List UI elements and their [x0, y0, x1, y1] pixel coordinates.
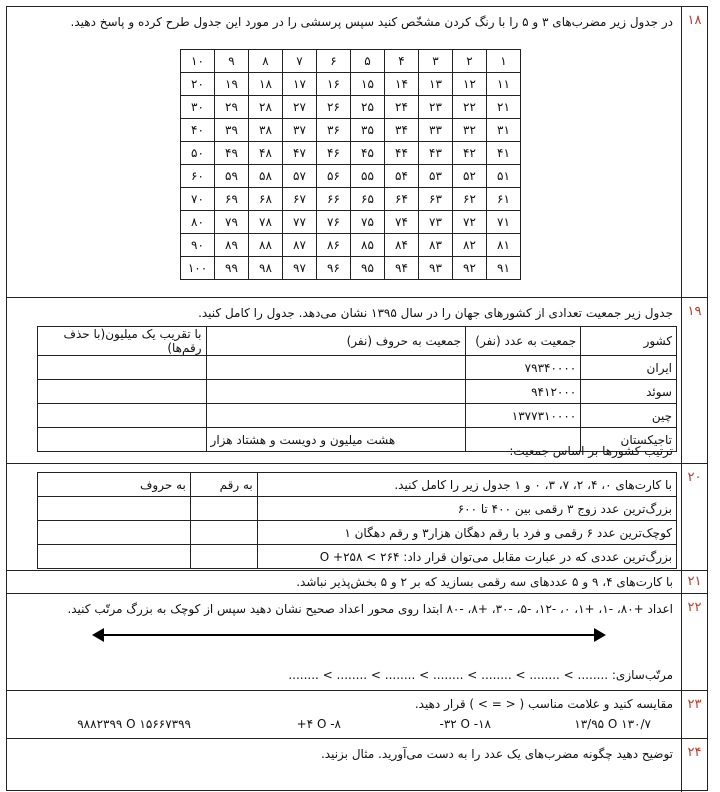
grid-cell[interactable]: ۶۱: [487, 188, 521, 211]
answer-words-cell[interactable]: [38, 497, 191, 521]
question-20: [7, 464, 707, 571]
ordering-prompt: ترتیب کشورها بر اساس جمعیت:: [509, 444, 673, 458]
table-cell: تاجیکستان: [581, 428, 677, 452]
table-cell: ایران: [581, 356, 677, 380]
table-header: به رقم: [190, 473, 257, 497]
table-cell: ۹۴۱۲۰۰۰: [466, 380, 581, 404]
grid-cell[interactable]: ۹۱: [487, 257, 521, 280]
grid-cell[interactable]: ۶۲: [453, 188, 487, 211]
grid-cell[interactable]: ۸۱: [487, 234, 521, 257]
grid-cell[interactable]: ۴۹: [215, 142, 249, 165]
table-row: [38, 521, 677, 545]
table-header-row: [38, 473, 677, 497]
grid-cell[interactable]: ۴: [385, 50, 419, 73]
grid-cell[interactable]: ۹۲: [453, 257, 487, 280]
number-grid: [180, 49, 521, 280]
question-text: مقایسه کنید و علامت مناسب ( < = > ) قرار دهید.: [414, 697, 673, 711]
grid-cell[interactable]: ۲۷: [283, 96, 317, 119]
grid-cell[interactable]: ۸۰: [181, 211, 215, 234]
exam-sheet: [6, 6, 708, 791]
grid-cell[interactable]: ۶۸: [249, 188, 283, 211]
table-cell: سوئد: [581, 380, 677, 404]
cards-table: [37, 472, 677, 569]
grid-row: [181, 234, 521, 257]
row-label: بزرگ‌ترین عدد زوج ۳ رقمی بین ۴۰۰ تا ۶۰۰: [257, 497, 676, 521]
grid-cell[interactable]: ۷۰: [181, 188, 215, 211]
grid-cell[interactable]: ۵۹: [215, 165, 249, 188]
comparison-item: -۳۲ O -۱۸: [439, 717, 491, 731]
table-header: با تقریب یک میلیون(با حذف رقم‌ها): [38, 327, 207, 356]
grid-row: [181, 257, 521, 280]
grid-cell[interactable]: ۹۹: [215, 257, 249, 280]
question-number: ۲۳: [681, 691, 707, 738]
question-text: در جدول زیر مضرب‌های ۳ و ۵ را با رنگ کردن مشخّص کنید سپس پرسشی را در مورد این جدول طرح کرده و پاسخ دهید.: [70, 15, 673, 29]
grid-cell[interactable]: ۶۴: [385, 188, 419, 211]
grid-cell[interactable]: ۵۳: [419, 165, 453, 188]
table-header: با کارت‌های ۰، ۴، ۲، ۷، ۳، ۰ و ۱ جدول زیر را کامل کنید.: [257, 473, 676, 497]
grid-cell[interactable]: ۳۱: [487, 119, 521, 142]
grid-cell[interactable]: ۱۰: [181, 50, 215, 73]
table-row: [38, 356, 677, 380]
answer-number-cell[interactable]: [190, 497, 257, 521]
grid-cell[interactable]: ۷۳: [419, 211, 453, 234]
grid-cell[interactable]: ۸۶: [317, 234, 351, 257]
grid-cell[interactable]: ۴۷: [283, 142, 317, 165]
population-table: [37, 326, 677, 452]
grid-cell[interactable]: ۵۸: [249, 165, 283, 188]
grid-cell[interactable]: ۴۴: [385, 142, 419, 165]
answer-number-cell[interactable]: [190, 521, 257, 545]
grid-cell[interactable]: ۲: [453, 50, 487, 73]
grid-row: [181, 119, 521, 142]
table-cell: ۱۳۷۷۳۱۰۰۰۰: [466, 404, 581, 428]
grid-cell[interactable]: ۸۲: [453, 234, 487, 257]
grid-cell[interactable]: ۱۱: [487, 73, 521, 96]
grid-cell[interactable]: ۴۱: [487, 142, 521, 165]
question-23: [7, 691, 707, 739]
grid-cell[interactable]: ۲۳: [419, 96, 453, 119]
grid-cell[interactable]: ۲۰: [181, 73, 215, 96]
grid-cell[interactable]: ۶۷: [283, 188, 317, 211]
question-number: ۲۴: [681, 739, 707, 792]
grid-cell[interactable]: ۷۸: [249, 211, 283, 234]
grid-cell[interactable]: ۷۵: [351, 211, 385, 234]
grid-cell[interactable]: ۵: [351, 50, 385, 73]
grid-cell[interactable]: ۱۴: [385, 73, 419, 96]
grid-cell[interactable]: ۳۷: [283, 119, 317, 142]
grid-cell[interactable]: ۵۷: [283, 165, 317, 188]
table-row: [38, 404, 677, 428]
grid-cell[interactable]: ۹: [215, 50, 249, 73]
table-row: [38, 545, 677, 569]
grid-cell[interactable]: ۶: [317, 50, 351, 73]
question-19: [7, 298, 707, 464]
table-cell: ۷۹۳۴۰۰۰۰: [466, 356, 581, 380]
grid-cell[interactable]: ۲۸: [249, 96, 283, 119]
grid-row: [181, 73, 521, 96]
grid-cell[interactable]: ۲۶: [317, 96, 351, 119]
table-cell[interactable]: [38, 356, 207, 380]
grid-cell[interactable]: ۸۴: [385, 234, 419, 257]
table-header: جمعیت به عدد (نفر): [466, 327, 581, 356]
grid-cell[interactable]: ۱۶: [317, 73, 351, 96]
grid-cell[interactable]: ۳۴: [385, 119, 419, 142]
table-cell[interactable]: [206, 404, 466, 428]
grid-cell[interactable]: ۷۹: [215, 211, 249, 234]
grid-cell[interactable]: ۷۲: [453, 211, 487, 234]
grid-cell[interactable]: ۲۱: [487, 96, 521, 119]
question-number: ۲۰: [681, 464, 707, 570]
ordering-blanks: مرتّب‌سازی: ........ > ........ > ........ > ........ > ........ > ........ > ........: [288, 668, 673, 682]
grid-cell[interactable]: ۱۷: [283, 73, 317, 96]
number-line: [97, 634, 601, 636]
grid-cell[interactable]: ۸۳: [419, 234, 453, 257]
table-cell[interactable]: [206, 356, 466, 380]
answer-words-cell[interactable]: [38, 545, 191, 569]
grid-cell[interactable]: ۵۲: [453, 165, 487, 188]
grid-cell[interactable]: ۱۳: [419, 73, 453, 96]
grid-cell[interactable]: ۷: [283, 50, 317, 73]
grid-cell[interactable]: ۶۵: [351, 188, 385, 211]
question-number: ۲۲: [681, 594, 707, 690]
question-text: اعداد +۸۰، -۱، +۱، ۰، -۱۲، -۵، -۳۰، +۸، -۸۰ ابتدا روی محور اعداد صحیح نشان دهید سپس از کوچک به بزرگ مرتّب کنید.: [67, 602, 673, 616]
grid-cell[interactable]: ۵۴: [385, 165, 419, 188]
comparison-item: ۹۸۸۲۳۹۹ O ۱۵۶۶۷۳۹۹: [77, 717, 191, 731]
grid-cell[interactable]: ۹۴: [385, 257, 419, 280]
grid-cell[interactable]: ۸۸: [249, 234, 283, 257]
row-label: کوچک‌ترین عدد ۶ رقمی و فرد با رقم دهگان هزار۳ و رقم دهگان ۱: [257, 521, 676, 545]
grid-row: [181, 50, 521, 73]
question-22: [7, 594, 707, 691]
grid-cell[interactable]: ۹۷: [283, 257, 317, 280]
grid-cell[interactable]: ۵۶: [317, 165, 351, 188]
grid-cell[interactable]: ۷۷: [283, 211, 317, 234]
question-21: [7, 571, 707, 594]
question-18: [7, 7, 707, 298]
answer-number-cell[interactable]: [190, 545, 257, 569]
question-number: ۱۸: [681, 7, 707, 297]
grid-cell[interactable]: ۸۷: [283, 234, 317, 257]
table-cell: هشت میلیون و دویست و هشتاد هزار: [206, 428, 466, 452]
grid-cell[interactable]: ۱۲: [453, 73, 487, 96]
question-text: توضیح دهید چگونه مضرب‌های یک عدد را به دست می‌آورید. مثال بزنید.: [320, 747, 673, 761]
grid-cell[interactable]: ۱۰۰: [181, 257, 215, 280]
grid-cell[interactable]: ۶۶: [317, 188, 351, 211]
grid-cell[interactable]: ۴۳: [419, 142, 453, 165]
question-number: ۲۱: [681, 571, 707, 593]
grid-cell[interactable]: ۳۳: [419, 119, 453, 142]
grid-row: [181, 188, 521, 211]
grid-cell[interactable]: ۳۲: [453, 119, 487, 142]
comparison-item: ۱۳/۹۵ O ۱۳۰/۷: [574, 717, 651, 731]
question-24: [7, 739, 707, 792]
table-cell[interactable]: [38, 380, 207, 404]
grid-row: [181, 142, 521, 165]
grid-cell[interactable]: ۴۸: [249, 142, 283, 165]
grid-cell[interactable]: ۳۸: [249, 119, 283, 142]
grid-cell[interactable]: ۹۰: [181, 234, 215, 257]
answer-words-cell[interactable]: [38, 521, 191, 545]
grid-cell[interactable]: ۴۰: [181, 119, 215, 142]
grid-cell[interactable]: ۱۵: [351, 73, 385, 96]
grid-cell[interactable]: ۵۰: [181, 142, 215, 165]
question-text: جدول زیر جمعیت تعدادی از کشورهای جهان را در سال ۱۳۹۵ نشان می‌دهد. جدول را کامل کنید.: [198, 306, 673, 320]
grid-cell[interactable]: ۹۸: [249, 257, 283, 280]
grid-row: [181, 96, 521, 119]
grid-cell[interactable]: ۶۳: [419, 188, 453, 211]
table-header: به حروف: [38, 473, 191, 497]
grid-cell[interactable]: ۸۹: [215, 234, 249, 257]
grid-cell[interactable]: ۷۱: [487, 211, 521, 234]
table-cell: چین: [581, 404, 677, 428]
table-row: [38, 380, 677, 404]
grid-cell[interactable]: ۷۶: [317, 211, 351, 234]
grid-cell[interactable]: ۶۰: [181, 165, 215, 188]
grid-cell[interactable]: ۳۶: [317, 119, 351, 142]
question-number: ۱۹: [681, 298, 707, 463]
grid-cell[interactable]: ۳۹: [215, 119, 249, 142]
grid-cell[interactable]: ۹۶: [317, 257, 351, 280]
grid-cell[interactable]: ۴۲: [453, 142, 487, 165]
grid-cell[interactable]: ۹۳: [419, 257, 453, 280]
grid-cell[interactable]: ۴۵: [351, 142, 385, 165]
grid-cell[interactable]: ۸۵: [351, 234, 385, 257]
grid-cell[interactable]: ۷۴: [385, 211, 419, 234]
grid-cell[interactable]: ۲۴: [385, 96, 419, 119]
grid-cell[interactable]: ۳: [419, 50, 453, 73]
grid-cell[interactable]: ۲۵: [351, 96, 385, 119]
grid-cell[interactable]: ۹۵: [351, 257, 385, 280]
grid-cell[interactable]: ۶۹: [215, 188, 249, 211]
grid-row: [181, 211, 521, 234]
table-header: کشور: [581, 327, 677, 356]
grid-cell[interactable]: ۱۸: [249, 73, 283, 96]
table-cell[interactable]: [38, 428, 207, 452]
grid-cell[interactable]: ۴۶: [317, 142, 351, 165]
table-row: [38, 497, 677, 521]
grid-cell[interactable]: ۱۹: [215, 73, 249, 96]
grid-cell[interactable]: ۱: [487, 50, 521, 73]
question-text: با کارت‌های ۴، ۹ و ۵ عددهای سه رقمی بسازید که بر ۲ و ۵ بخش‌پذیر نباشد.: [296, 575, 673, 589]
grid-row: [181, 165, 521, 188]
grid-cell[interactable]: ۲۲: [453, 96, 487, 119]
table-header-row: [38, 327, 677, 356]
comparison-item: +۴ O -۸: [296, 717, 341, 731]
grid-cell[interactable]: ۵۵: [351, 165, 385, 188]
grid-cell[interactable]: ۸: [249, 50, 283, 73]
grid-cell[interactable]: ۵۱: [487, 165, 521, 188]
grid-cell[interactable]: ۳۵: [351, 119, 385, 142]
grid-cell[interactable]: ۲۹: [215, 96, 249, 119]
grid-cell[interactable]: ۳۰: [181, 96, 215, 119]
table-cell[interactable]: [206, 380, 466, 404]
table-cell[interactable]: [38, 404, 207, 428]
table-header: جمعیت به حروف (نفر): [206, 327, 466, 356]
row-label: بزرگ‌ترین عددی که در عبارت مقابل می‌توان قرار داد: ۲۶۴ > O +۲۵۸: [257, 545, 676, 569]
